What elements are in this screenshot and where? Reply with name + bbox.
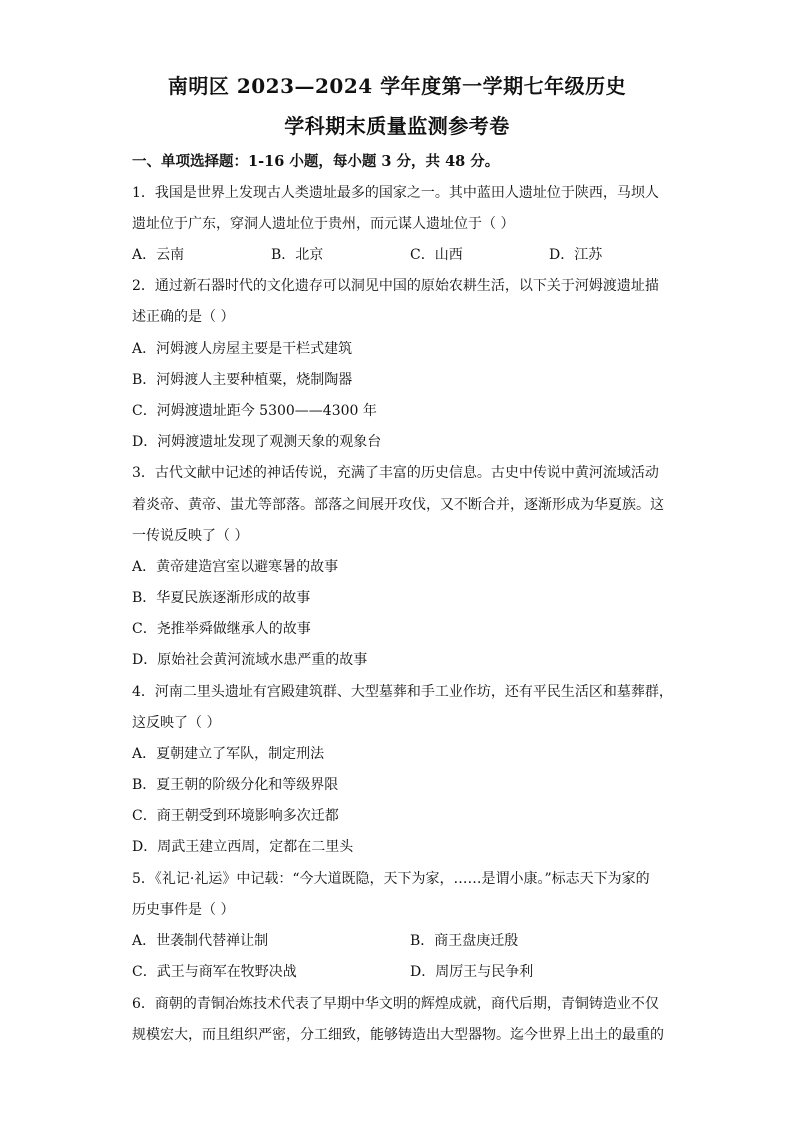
- q5-option-c: C．武王与商军在牧野决战: [132, 964, 297, 980]
- q1-option-c: C．山西: [410, 247, 463, 263]
- q5-stem-line1: 5．《礼记·礼运》中记载：“今大道既隐，天下为家，……是谓小康。”标志天下为家的: [132, 871, 650, 887]
- q4-option-a: A．夏朝建立了军队，制定刑法: [132, 746, 325, 762]
- q2-option-d: D．河姆渡遗址发现了观测天象的观象台: [132, 434, 382, 450]
- q3-option-b: B．华夏民族逐渐形成的故事: [132, 590, 311, 606]
- q3-stem-line2: 着炎帝、黄帝、蚩尤等部落。部落之间展开攻伐，又不断合并，逐渐形成为华夏族。这: [132, 497, 664, 513]
- q5-option-b: B．商王盘庚迁殷: [410, 933, 519, 949]
- q2-option-a: A．河姆渡人房屋主要是干栏式建筑: [132, 341, 353, 357]
- q1-option-d: D．江苏: [549, 247, 603, 263]
- q4-stem-line2: 这反映了（ ）: [132, 715, 221, 731]
- q5-option-d: D．周厉王与民争利: [410, 964, 534, 980]
- q3-option-d: D．原始社会黄河流域水患严重的故事: [132, 652, 368, 668]
- section-heading: 一、单项选择题：1-16 小题，每小题 3 分，共 48 分。: [132, 153, 500, 170]
- q5-stem-line2: 历史事件是（ ）: [132, 902, 235, 918]
- q2-stem-line1: 2．通过新石器时代的文化遗存可以洞见中国的原始农耕生活，以下关于河姆渡遗址描: [132, 278, 659, 294]
- q4-stem-line1: 4．河南二里头遗址有宫殿建筑群、大型墓葬和手工业作坊，还有平民生活区和墓葬群，: [132, 684, 673, 700]
- exam-title-line2: 学科期末质量监测参考卷: [284, 114, 510, 138]
- q2-option-b: B．河姆渡人主要种植粟，烧制陶器: [132, 372, 353, 388]
- q4-option-d: D．周武王建立西周，定都在二里头: [132, 839, 354, 855]
- exam-title-line1: 南明区 2023—2024 学年度第一学期七年级历史: [167, 74, 627, 98]
- q4-option-c: C．商王朝受到环境影响多次迁都: [132, 808, 339, 824]
- q2-option-c: C．河姆渡遗址距今 5300——4300 年: [132, 403, 377, 419]
- q1-option-b: B．北京: [271, 247, 324, 263]
- q3-stem-line3: 一传说反映了（ ）: [132, 528, 249, 544]
- q4-option-b: B．夏王朝的阶级分化和等级界限: [132, 777, 339, 793]
- q3-option-a: A．黄帝建造宫室以避寒暑的故事: [132, 559, 339, 575]
- q6-stem-line2: 规模宏大，而且组织严密，分工细致，能够铸造出大型器物。迄今世界上出土的最重的: [132, 1027, 664, 1043]
- q3-option-c: C．尧推举舜做继承人的故事: [132, 621, 311, 637]
- q1-option-a: A．云南: [132, 247, 185, 263]
- q6-stem-line1: 6．商朝的青铜冶炼技术代表了早期中华文明的辉煌成就，商代后期，青铜铸造业不仅: [132, 996, 659, 1012]
- q5-option-a: A．世袭制代替禅让制: [132, 933, 269, 949]
- q1-stem-line2: 遗址位于广东，穿洞人遗址位于贵州，而元谋人遗址位于（ ）: [132, 216, 515, 232]
- q2-stem-line2: 述正确的是（ ）: [132, 309, 235, 325]
- q1-stem-line1: 1．我国是世界上发现古人类遗址最多的国家之一。其中蓝田人遗址位于陕西，马坝人: [132, 185, 659, 201]
- q3-stem-line1: 3．古代文献中记述的神话传说，充满了丰富的历史信息。古史中传说中黄河流域活动: [132, 465, 659, 481]
